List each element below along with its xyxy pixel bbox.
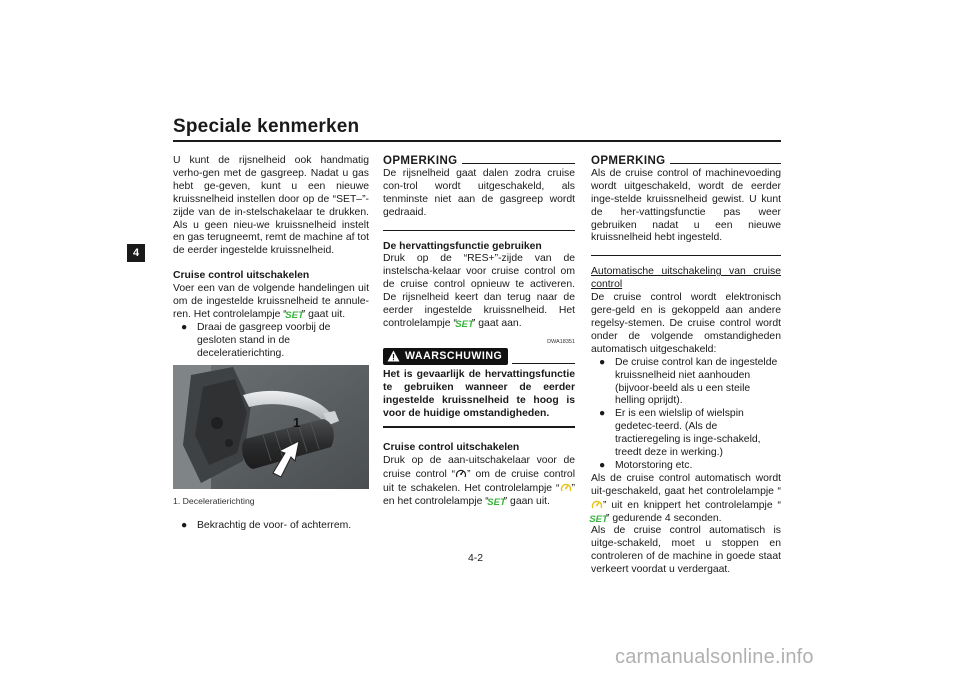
- watermark: carmanualsonline.info: [615, 646, 814, 668]
- section-heading-disable-2: Cruise control uitschakelen: [383, 441, 520, 453]
- cruise-indicator-icon: [560, 482, 572, 493]
- throttle-grip-image: [173, 365, 369, 489]
- figure-label: 1: [293, 414, 301, 430]
- list-item: ● Motorstoring etc.: [599, 459, 693, 471]
- list-item: ● Bekrachtig de voor- of achterrem.: [181, 519, 352, 531]
- set-indicator-icon: [591, 513, 606, 523]
- chapter-tab: 4: [127, 244, 145, 262]
- header-rule: [173, 140, 781, 142]
- column-2: [383, 155, 575, 508]
- note-heading: OPMERKING: [383, 155, 575, 168]
- warning-text: Het is gevaarlijk de hervattingsfunctie te gebruiken wanneer de eerder ingestelde kruissnelheid te hoog is voor de huidige omstandigheden.: [383, 368, 575, 419]
- intro-paragraph: U kunt de rijsnelheid ook handmatig verho-gen met de gasgreep. Nadat u gas hebt ge-geven, kunt u een nieuwe kruissnelheid instellen door op de “SET–”-zijde van de in-stelschakelaar te drukken. Als u geen nieu-we kruissnelheid instelt en gas terugneemt, remt de machine af tot de eerder ingestelde kruissnelheid.: [173, 155, 369, 257]
- list-item: ● Draai de gasgreep voorbij de gesloten stand in de deceleratierichting.: [181, 321, 331, 359]
- set-indicator-icon: [457, 318, 472, 328]
- resume-paragraph: Druk op de “RES+”-zijde van de instelscha-kelaar voor cruise control om de cruise control opnieuw te activeren. De rijsnelheid keert dan terug naar de eerder ingestelde kruissnelheid. Het controlelampje “ SET ” gaat aan.: [383, 253, 575, 330]
- figure-caption: 1. Deceleratierichting: [173, 495, 255, 506]
- section-heading-auto-disable: Automatische uitschakeling van cruise control: [591, 266, 781, 291]
- divider: [383, 426, 575, 428]
- page-title: Speciale kenmerken: [173, 116, 360, 137]
- divider: [383, 230, 575, 231]
- column-3: [591, 155, 781, 577]
- warning-code: DWA18351: [547, 338, 575, 345]
- note-heading: OPMERKING: [591, 155, 781, 168]
- svg-text:SET: SET: [285, 309, 304, 321]
- section-heading-disable: Cruise control uitschakelen: [173, 270, 310, 282]
- auto-disable-indicator-paragraph: Als de cruise control automatisch wordt uit-geschakeld, gaat het controlelampje “” uit en knippert het controlelampje “ SET ” gedurende 4 seconden.: [589, 472, 781, 525]
- disable-paragraph-2: Druk op de aan-uitschakelaar voor de cruise control “ ” om de cruise control uit te schakelen. Het controlelampje “ ” en het controlelampje “ SET ” gaan uit.: [383, 454, 575, 508]
- page-number: 4-2: [468, 553, 484, 564]
- disable-paragraph: Voer een van de volgende handelingen uit om de ingestelde kruissnelheid te annule-ren. Het controlelampje “ SET ” gaat uit.: [173, 283, 369, 321]
- set-indicator-icon: [287, 309, 302, 319]
- list-item: ● De cruise control kan de ingestelde kruissnelheid niet aanhouden (bijvoor-beeld als u een steile helling oprijdt).: [599, 356, 778, 407]
- cruise-indicator-icon: [591, 499, 603, 510]
- column-1: [173, 155, 369, 532]
- cruise-control-icon: [455, 468, 467, 479]
- set-indicator-icon: [486, 496, 506, 508]
- svg-text:SET: SET: [486, 496, 506, 508]
- note-paragraph: Als de cruise control of machinevoeding wordt uitgeschakeld, wordt de eerder inge-stelde kruissnelheid gewist. U kunt de her-vattingsfunctie pas weer gebruiken nadat u een nieuwe kruissnelheid hebt ingesteld.: [591, 167, 781, 244]
- divider: [591, 255, 781, 256]
- warning-heading: WAARSCHUWING: [383, 348, 575, 365]
- auto-disable-closing-paragraph: Als de cruise control automatisch is uitge-schakeld, moet u stoppen en controleren of de machine in goede staat verkeert voordat u verdergaat.: [591, 525, 781, 576]
- handlebar-illustration: [173, 365, 369, 489]
- auto-disable-paragraph: De cruise control wordt elektronisch gere-geld en is gekoppeld aan andere regelsy-stemen. De cruise control wordt onder de volgende omstandigheden automatisch uitgeschakeld:: [591, 292, 781, 355]
- list-item: ● Er is een wielslip of wielspin gedetec-teerd. (Als de tractieregeling is inge-schakeld, treedt deze in werking.): [599, 408, 761, 459]
- svg-text:SET: SET: [589, 513, 608, 525]
- section-heading-resume: De hervattingsfunctie gebruiken: [383, 240, 542, 252]
- note-paragraph: De rijsnelheid gaat dalen zodra cruise con-trol wordt uitgeschakeld, als tenminste niet aan de gasgreep wordt gedraaid.: [383, 167, 575, 218]
- warning-triangle-icon: [387, 350, 400, 362]
- svg-text:SET: SET: [455, 318, 474, 330]
